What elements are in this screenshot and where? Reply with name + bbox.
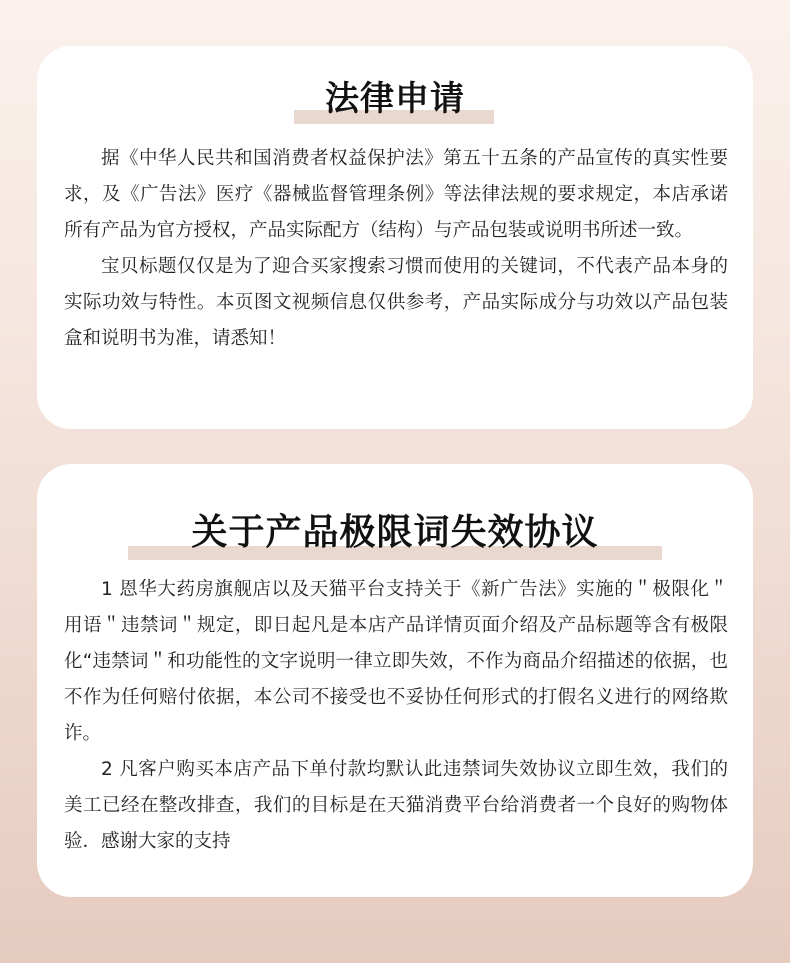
limit-title-wrap <box>37 508 753 558</box>
limit-paragraph-1: 1 恩华大药房旗舰店以及天猫平台支持关于《新广告法》实施的＂极限化＂用语＂违禁词＂规定，即日起凡是本店产品详情页面介绍及产品标题等含有极限化“违禁词＂和功能性的文字说明一律立即失效，不作为商品介绍描述的依据，也不作为任何赔付依据，本公司不接受也不妥协任何形式的打假名义进行的网络欺诈。 <box>64 579 728 744</box>
legal-statement-card <box>37 46 753 429</box>
legal-title: 法律申请 <box>325 79 465 119</box>
limit-paragraph-2: 2 凡客户购买本店产品下单付款均默认此违禁词失效协议立即生效，我们的美工已经在整改排查，我们的目标是在天猫消费平台给消费者一个良好的购物体验．感谢大家的支持 <box>64 759 728 852</box>
legal-body <box>64 141 728 357</box>
legal-paragraph-2: 宝贝标题仅仅是为了迎合买家搜索习惯而使用的关键词，不代表产品本身的实际功效与特性。本页图文视频信息仅供参考，产品实际成分与功效以产品包装盒和说明书为准，请悉知！ <box>64 256 728 349</box>
limit-words-card <box>37 464 753 897</box>
legal-title-wrap <box>37 76 753 122</box>
legal-paragraph-1: 据《中华人民共和国消费者权益保护法》第五十五条的产品宣传的真实性要求，及《广告法》医疗《器械监督管理条例》等法律法规的要求规定，本店承诺所有产品为官方授权，产品实际配方（结构）与产品包装或说明书所述一致。 <box>64 148 728 241</box>
limit-words-title: 关于产品极限词失效协议 <box>191 512 599 553</box>
limit-words-body <box>64 572 728 860</box>
